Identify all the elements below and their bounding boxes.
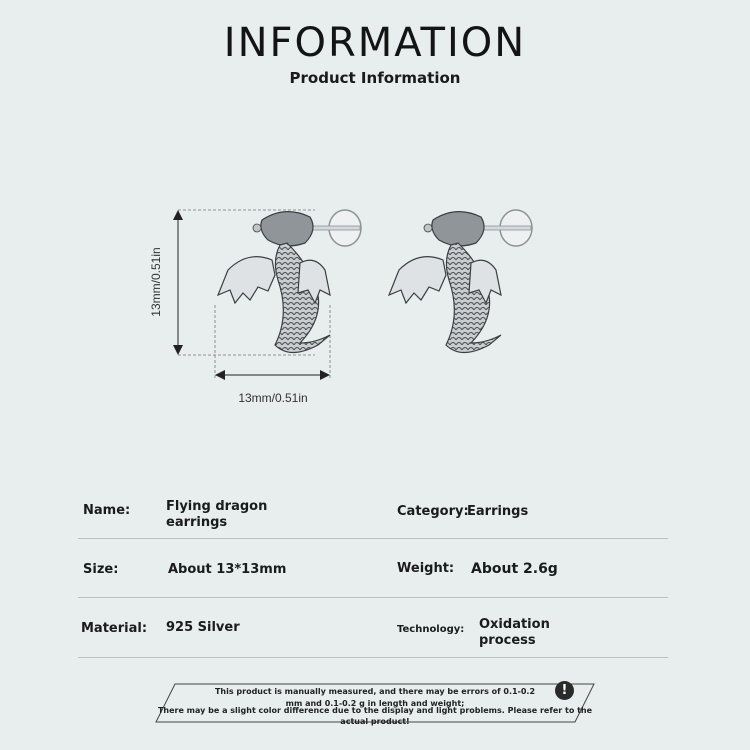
- earring-left: [218, 210, 361, 353]
- note-line-1: This product is manually measured, and there may be errors of 0.1-0.2: [214, 687, 536, 696]
- note-line-2: mm and 0.1-0.2 g in length and weight;: [285, 699, 465, 708]
- name-value-line1: Flying dragon: [166, 499, 268, 514]
- name-label: Name:: [83, 503, 131, 518]
- page-title: INFORMATION: [223, 20, 527, 66]
- divider-3: [78, 657, 668, 658]
- width-dimension-label: 13mm/0.51in: [238, 391, 308, 405]
- size-value: About 13*13mm: [168, 562, 287, 577]
- category-value: Earrings: [467, 504, 529, 519]
- technology-value-line2: process: [479, 633, 536, 648]
- weight-value: About 2.6g: [471, 561, 558, 577]
- note-line-3: There may be a slight color difference due to the display and light problems. Please refer to the: [157, 706, 593, 715]
- material-label: Material:: [81, 621, 148, 636]
- name-value-line2: earrings: [166, 515, 228, 530]
- exclamation-icon: !: [555, 681, 574, 700]
- product-image: [0, 195, 750, 420]
- size-label: Size:: [83, 562, 119, 577]
- height-dimension-label: 13mm/0.51in: [149, 247, 163, 317]
- category-label: Category:: [397, 504, 469, 519]
- divider-1: [78, 538, 668, 539]
- material-value: 925 Silver: [166, 620, 240, 635]
- divider-2: [78, 597, 668, 598]
- note-line-4: actual product!: [340, 717, 410, 726]
- weight-label: Weight:: [397, 561, 455, 576]
- technology-label: Technology:: [397, 624, 465, 635]
- technology-value-line1: Oxidation: [479, 617, 550, 632]
- page-subtitle: Product Information: [289, 69, 461, 87]
- earring-right: [389, 210, 532, 353]
